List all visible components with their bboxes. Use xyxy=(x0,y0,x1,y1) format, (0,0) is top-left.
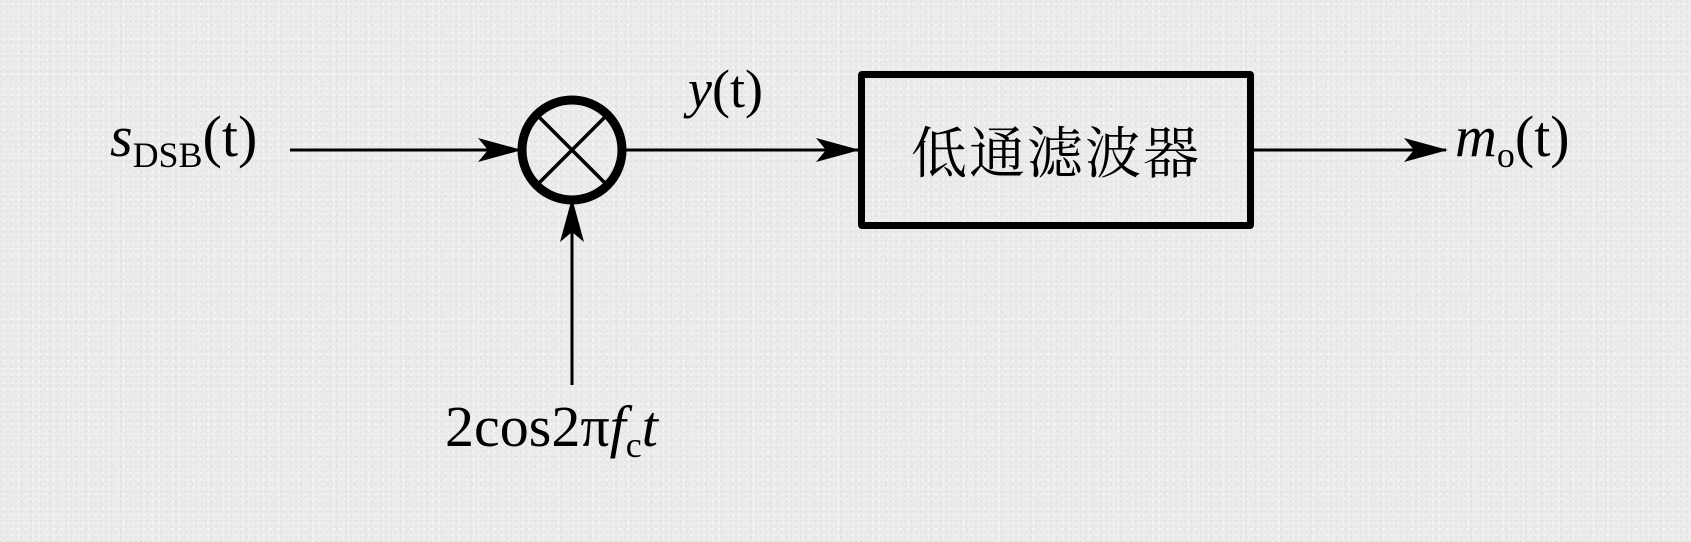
output-signal-arg: (t) xyxy=(1514,104,1570,169)
carrier-time-variable: t xyxy=(641,394,658,459)
low-pass-filter-box xyxy=(858,71,1254,229)
carrier-coefficient: 2cos2π xyxy=(445,394,610,459)
output-signal-label xyxy=(1455,104,1570,175)
mixer-output-base: y xyxy=(688,59,712,119)
multiplier-symbol xyxy=(522,100,622,200)
low-pass-filter-label: 低通滤波器 xyxy=(911,122,1201,187)
output-signal-base: m xyxy=(1455,104,1497,169)
output-signal-subscript: o xyxy=(1496,134,1515,175)
carrier-label xyxy=(445,394,658,465)
input-signal-base: s xyxy=(110,104,133,169)
carrier-frequency-symbol: f xyxy=(609,394,626,459)
input-signal-arg: (t) xyxy=(202,104,258,169)
carrier-frequency-subscript: c xyxy=(625,424,642,465)
mixer-output-arg: (t) xyxy=(711,59,763,119)
input-signal-label xyxy=(110,104,258,175)
input-signal-subscript: DSB xyxy=(132,134,203,175)
mixer-output-label xyxy=(688,59,763,119)
